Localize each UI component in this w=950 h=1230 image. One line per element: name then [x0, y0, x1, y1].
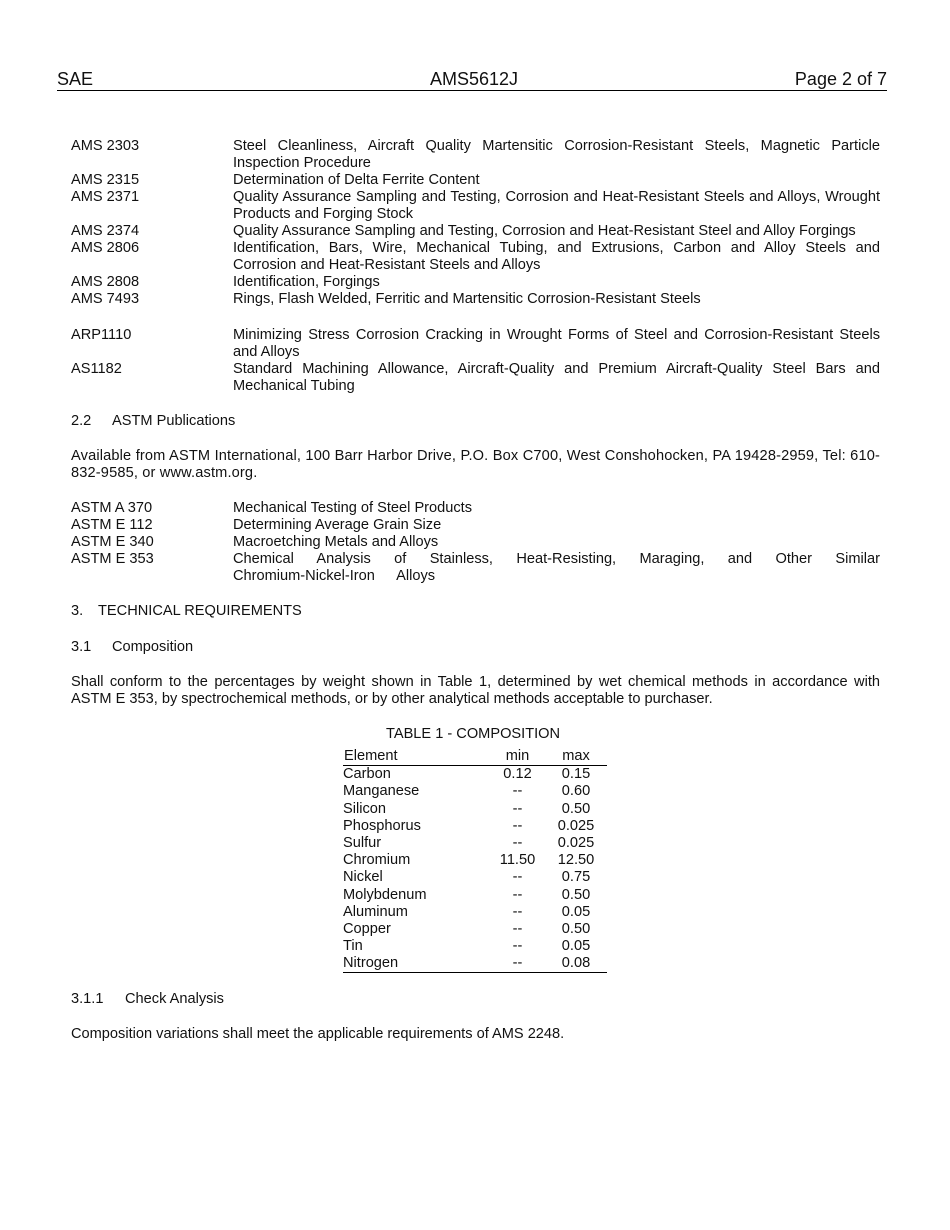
composition-table: [343, 748, 607, 973]
max-cell: 0.75: [561, 869, 591, 886]
column-header-element: Element: [343, 748, 490, 766]
table-row: [343, 869, 607, 886]
table-row: [343, 835, 607, 852]
reference-item: [71, 534, 880, 551]
reference-item: [71, 138, 880, 172]
reference-code: AS1182: [71, 361, 122, 377]
table-caption: TABLE 1 - COMPOSITION: [386, 726, 561, 742]
section-number: 3.1: [71, 639, 92, 655]
astm-reference-list: [71, 500, 880, 585]
astm-availability-paragraph: Available from ASTM International, 100 Barr Harbor Drive, P.O. Box C700, West Conshohocken, PA 19428-2959, Tel: 610-832-9585, or www.astm.org.: [71, 448, 880, 481]
max-cell: 0.50: [561, 920, 591, 937]
min-cell: --: [512, 938, 523, 955]
max-cell: 0.05: [561, 903, 591, 920]
reference-item: [71, 361, 880, 395]
table-row: [343, 801, 607, 818]
element-cell: Tin: [343, 938, 363, 955]
composition-paragraph: Shall conform to the percentages by weight shown in Table 1, determined by wet chemical methods in accordance with ASTM E 353, by spectrochemical methods, or by other analytical methods acceptable to purchaser.: [71, 674, 880, 707]
reference-item: [71, 327, 880, 361]
reference-code: AMS 7493: [71, 291, 140, 307]
reference-item: [71, 291, 880, 308]
table-row: [343, 904, 607, 921]
reference-item: [71, 240, 880, 274]
element-cell: Phosphorus: [343, 817, 421, 834]
max-cell: 0.025: [557, 835, 595, 852]
min-cell: --: [512, 783, 523, 800]
reference-item: [71, 517, 880, 534]
min-cell: --: [512, 800, 523, 817]
reference-title: Determining Average Grain Size: [233, 517, 442, 533]
reference-title: Standard Machining Allowance, Aircraft-Quality and Premium Aircraft-Quality Steel Bars and Mechanical Tubing: [233, 361, 880, 394]
reference-item: [71, 189, 880, 223]
section-heading-3: [71, 603, 302, 620]
section-number: 2.2: [71, 413, 92, 429]
table-row: [343, 887, 607, 904]
reference-title: Chemical Analysis of Stainless, Heat-Resisting, Maraging, and Other Similar Chromium-Nickel-Iron Alloys: [233, 551, 880, 584]
reference-item: [71, 223, 880, 240]
header-page-number: Page 2 of 7: [794, 69, 887, 89]
table-row: [343, 818, 607, 835]
reference-code: AMS 2808: [71, 274, 140, 290]
table-row: [343, 921, 607, 938]
section-title: ASTM Publications: [112, 413, 236, 429]
element-cell: Nitrogen: [343, 955, 490, 973]
reference-code: ARP1110: [71, 327, 132, 343]
element-cell: Sulfur: [343, 835, 382, 852]
table-row: [343, 766, 607, 784]
reference-code: ASTM A 370: [71, 500, 153, 516]
table-row: [343, 955, 607, 973]
column-header-max: max: [545, 748, 607, 766]
max-cell: 0.50: [561, 886, 591, 903]
section-heading-2-2: [71, 413, 235, 430]
table-row: [343, 783, 607, 800]
element-cell: Aluminum: [343, 903, 408, 920]
reference-code: AMS 2374: [71, 223, 140, 239]
reference-title: Determination of Delta Ferrite Content: [233, 172, 480, 188]
max-cell: 0.05: [561, 938, 591, 955]
section-number: 3.1.1: [71, 991, 104, 1007]
min-cell: 0.12: [503, 766, 532, 783]
max-cell: 0.15: [561, 766, 591, 783]
max-cell: 0.60: [561, 783, 591, 800]
max-cell: 0.08: [545, 955, 607, 973]
reference-item: [71, 500, 880, 517]
arp-reference-list: [71, 327, 880, 395]
section-title: Composition: [112, 639, 194, 655]
section-number: 3.: [71, 603, 84, 619]
reference-title: Identification, Forgings: [233, 274, 380, 290]
element-cell: Silicon: [343, 800, 386, 817]
max-cell: 0.025: [557, 817, 595, 834]
element-cell: Chromium: [343, 852, 411, 869]
table-row: [343, 938, 607, 955]
min-cell: --: [512, 817, 523, 834]
reference-title: Macroetching Metals and Alloys: [233, 534, 439, 550]
element-cell: Manganese: [343, 783, 420, 800]
element-cell: Copper: [343, 920, 391, 937]
min-cell: --: [512, 903, 523, 920]
min-cell: --: [512, 920, 523, 937]
reference-title: Quality Assurance Sampling and Testing, Corrosion and Heat-Resistant Steels and Alloys, Wrought Products and Forging Stock: [233, 189, 880, 222]
section-heading-3-1-1: [71, 991, 224, 1008]
header-org: SAE: [57, 69, 94, 89]
max-cell: 0.50: [561, 800, 591, 817]
min-cell: --: [512, 886, 523, 903]
reference-code: ASTM E 353: [71, 551, 154, 567]
ams-reference-list: [71, 138, 880, 308]
column-header-min: min: [490, 748, 545, 766]
element-cell: Nickel: [343, 869, 383, 886]
reference-title: Steel Cleanliness, Aircraft Quality Martensitic Corrosion-Resistant Steels, Magnetic Particle Inspection Procedure: [233, 138, 880, 171]
max-cell: 12.50: [557, 852, 595, 869]
reference-code: AMS 2806: [71, 240, 140, 256]
element-cell: Carbon: [343, 766, 391, 783]
header-doc-number: AMS5612J: [430, 69, 519, 89]
section-title: TECHNICAL REQUIREMENTS: [98, 603, 302, 619]
min-cell: --: [490, 955, 545, 973]
reference-title: Mechanical Testing of Steel Products: [233, 500, 473, 516]
reference-code: ASTM E 112: [71, 517, 153, 533]
min-cell: --: [512, 835, 523, 852]
reference-item: [71, 172, 880, 189]
reference-code: AMS 2371: [71, 189, 140, 205]
reference-title: Rings, Flash Welded, Ferritic and Martensitic Corrosion-Resistant Steels: [233, 291, 701, 307]
reference-title: Identification, Bars, Wire, Mechanical Tubing, and Extrusions, Carbon and Alloy Steels and Corrosion and Heat-Resistant Steels and Alloys: [233, 240, 880, 273]
table-row: [343, 852, 607, 869]
section-title: Check Analysis: [125, 991, 224, 1007]
element-cell: Molybdenum: [343, 886, 427, 903]
reference-title: Minimizing Stress Corrosion Cracking in Wrought Forms of Steel and Corrosion-Resistant Steels and Alloys: [233, 327, 880, 360]
table-header-row: [343, 748, 607, 766]
page-header: [57, 68, 887, 91]
reference-code: ASTM E 340: [71, 534, 154, 550]
reference-code: AMS 2303: [71, 138, 140, 154]
min-cell: 11.50: [499, 852, 536, 869]
check-analysis-paragraph: Composition variations shall meet the applicable requirements of AMS 2248.: [71, 1026, 565, 1042]
min-cell: --: [512, 869, 523, 886]
reference-code: AMS 2315: [71, 172, 140, 188]
section-heading-3-1: [71, 639, 193, 656]
reference-title: Quality Assurance Sampling and Testing, Corrosion and Heat-Resistant Steel and Alloy Forgings: [233, 223, 856, 239]
reference-item: [71, 551, 880, 585]
reference-item: [71, 274, 880, 291]
